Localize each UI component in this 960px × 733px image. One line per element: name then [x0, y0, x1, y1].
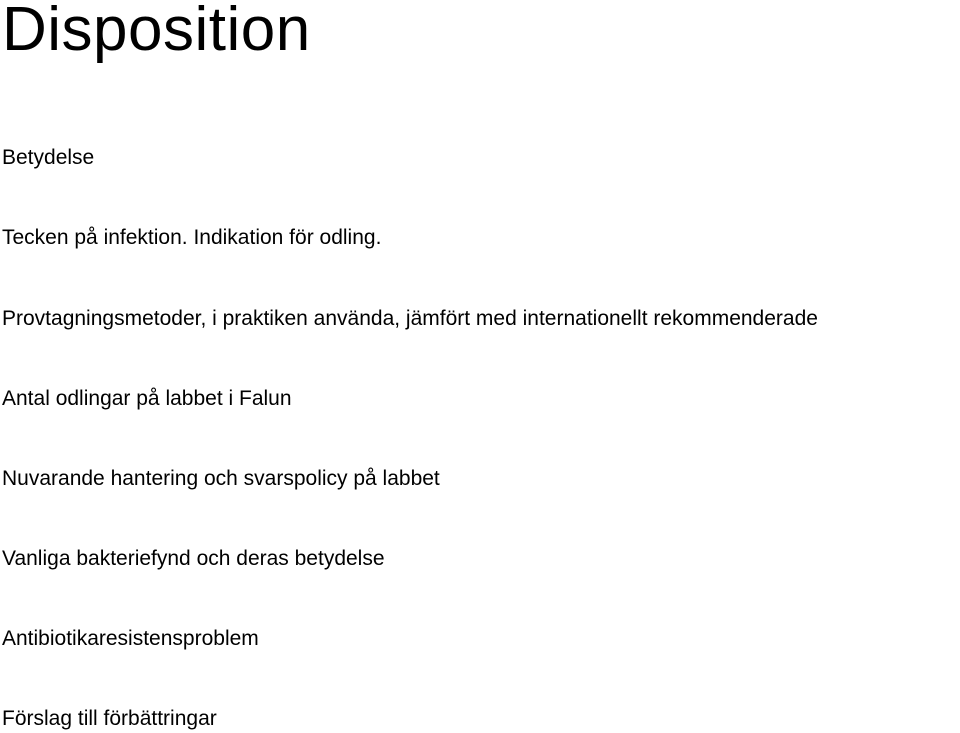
agenda-item: Antibiotikaresistensproblem — [2, 627, 259, 650]
agenda-item: Förslag till förbättringar — [2, 707, 217, 730]
agenda-item: Tecken på infektion. Indikation för odling. — [2, 226, 382, 249]
agenda-item: Betydelse — [2, 146, 95, 169]
agenda-item: Provtagningsmetoder, i praktiken använda, jämfört med internationellt rekommenderade — [2, 307, 818, 330]
agenda-item: Antal odlingar på labbet i Falun — [2, 387, 292, 410]
slide-title: Disposition — [2, 0, 311, 64]
agenda-item: Vanliga bakteriefynd och deras betydelse — [2, 547, 385, 570]
agenda-item: Nuvarande hantering och svarspolicy på labbet — [2, 467, 440, 490]
